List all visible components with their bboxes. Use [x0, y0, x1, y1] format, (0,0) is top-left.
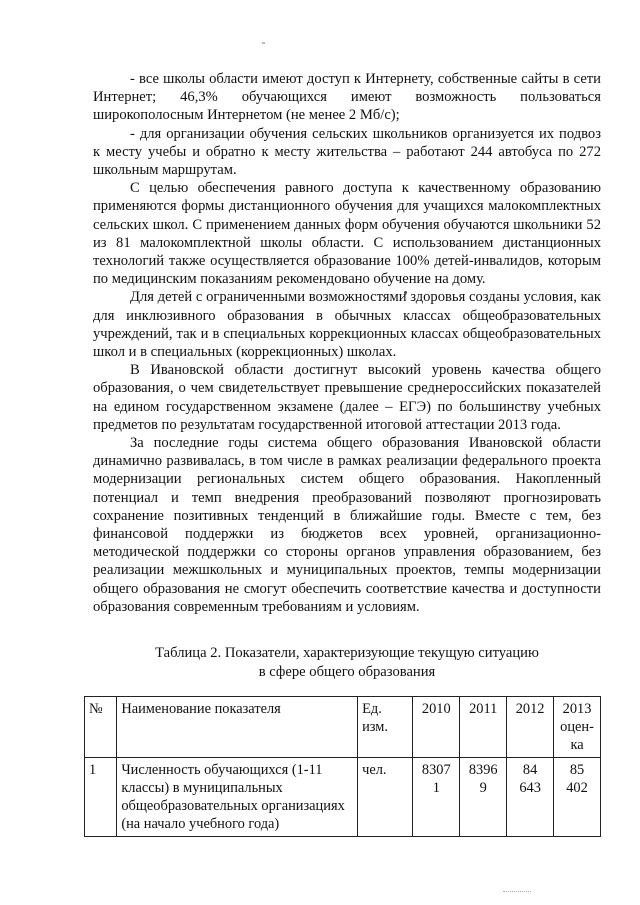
table-caption-line-1: Таблица 2. Показатели, характеризующие текущую ситуацию — [155, 645, 539, 661]
header-year-2012: 2012 — [507, 697, 554, 758]
paragraph-internet-access: - все школы области имеют доступ к Интернету, собственные сайты в сети Интернет; 46,3% обучающихся имеют возможность пользоваться широкополосным Интернетом (не менее 2 Мб/с); — [93, 71, 601, 124]
table-caption — [93, 644, 601, 681]
header-year-2011: 2011 — [460, 697, 507, 758]
row-value-2010: 8307 1 — [413, 758, 460, 837]
row-indicator-name: Численность обучающихся (1-11 классы) в муниципальных общеобразовательных организациях (на начало учебного года) — [117, 758, 358, 837]
paragraph-exam-quality: В Ивановской области достигнут высокий уровень качества общего образования, о чем свидетельствует превышение среднероссийских показателей на едином государственном экзамене (далее – ЕГЭ) по большинству учебных предметов по результатам государственной итоговой аттестации 2013 года. — [93, 362, 601, 433]
row-value-2013: 85 402 — [554, 758, 601, 837]
table-caption-line-2: в сфере общего образования — [258, 663, 436, 680]
paragraph-disabilities: Для детей с ограниченными возможностями здоровья созданы условия, как для инклюзивного образования в обычных классах общеобразовательных учреждений, так и в специальных коррекционных классах общеобразовательных школ и в специальных (коррекционных) школах. — [93, 289, 601, 361]
scan-artifact-top — [262, 42, 265, 44]
paragraph-modernization: За последние годы система общего образования Ивановской области динамично развивалась, в том числе в рамках реализации федерального проекта модернизации региональных систем общего образования. Накопленный потенциал и темп внедрения преобразований позволяют прогнозировать сохранение позитивных тенденций в ближайшие годы. Вместе с тем, без финансовой поддержки из бюджетов всех уровней, организационно-методической поддержки со стороны органов управления образованием, без реализации межшкольных и муниципальных проектов, темпы модернизации общего образования не смогут обеспечить соответствие качества и доступности образования современным требованиям и условиям. — [93, 435, 601, 615]
scan-artifact-bottom — [503, 891, 531, 893]
row-value-2012: 84 643 — [507, 758, 554, 837]
header-indicator-name: Наименование показателя — [117, 697, 358, 758]
paragraph-distance-learning: С целью обеспечения равного доступа к качественному образованию применяются формы дистанционного обучения для учащихся малокомплектных сельских школ. С применением данных форм обучения обучаются школьники 52 из 81 малокомплектной школы области. С использованием дистанционных технологий также осуществляется образование 100% детей-инвалидов, которым по медицинским показаниям рекомендовано обучение на дому. — [93, 180, 601, 288]
row-unit: чел. — [358, 758, 413, 837]
header-year-2013-estimate: 2013 оцен- ка — [554, 697, 601, 758]
header-unit: Ед. изм. — [358, 697, 413, 758]
header-number: № — [85, 697, 117, 758]
table-row — [85, 758, 601, 837]
header-year-2010: 2010 — [413, 697, 460, 758]
row-value-2011: 8396 9 — [460, 758, 507, 837]
body-text — [93, 70, 601, 616]
row-number: 1 — [85, 758, 117, 837]
indicators-table — [84, 696, 601, 837]
paragraph-school-transport: - для организации обучения сельских школьников организуется их подвоз к месту учебы и обратно к месту жительства – работают 244 автобуса по 272 школьным маршрутам. — [93, 125, 601, 179]
table-header-row — [85, 697, 601, 758]
